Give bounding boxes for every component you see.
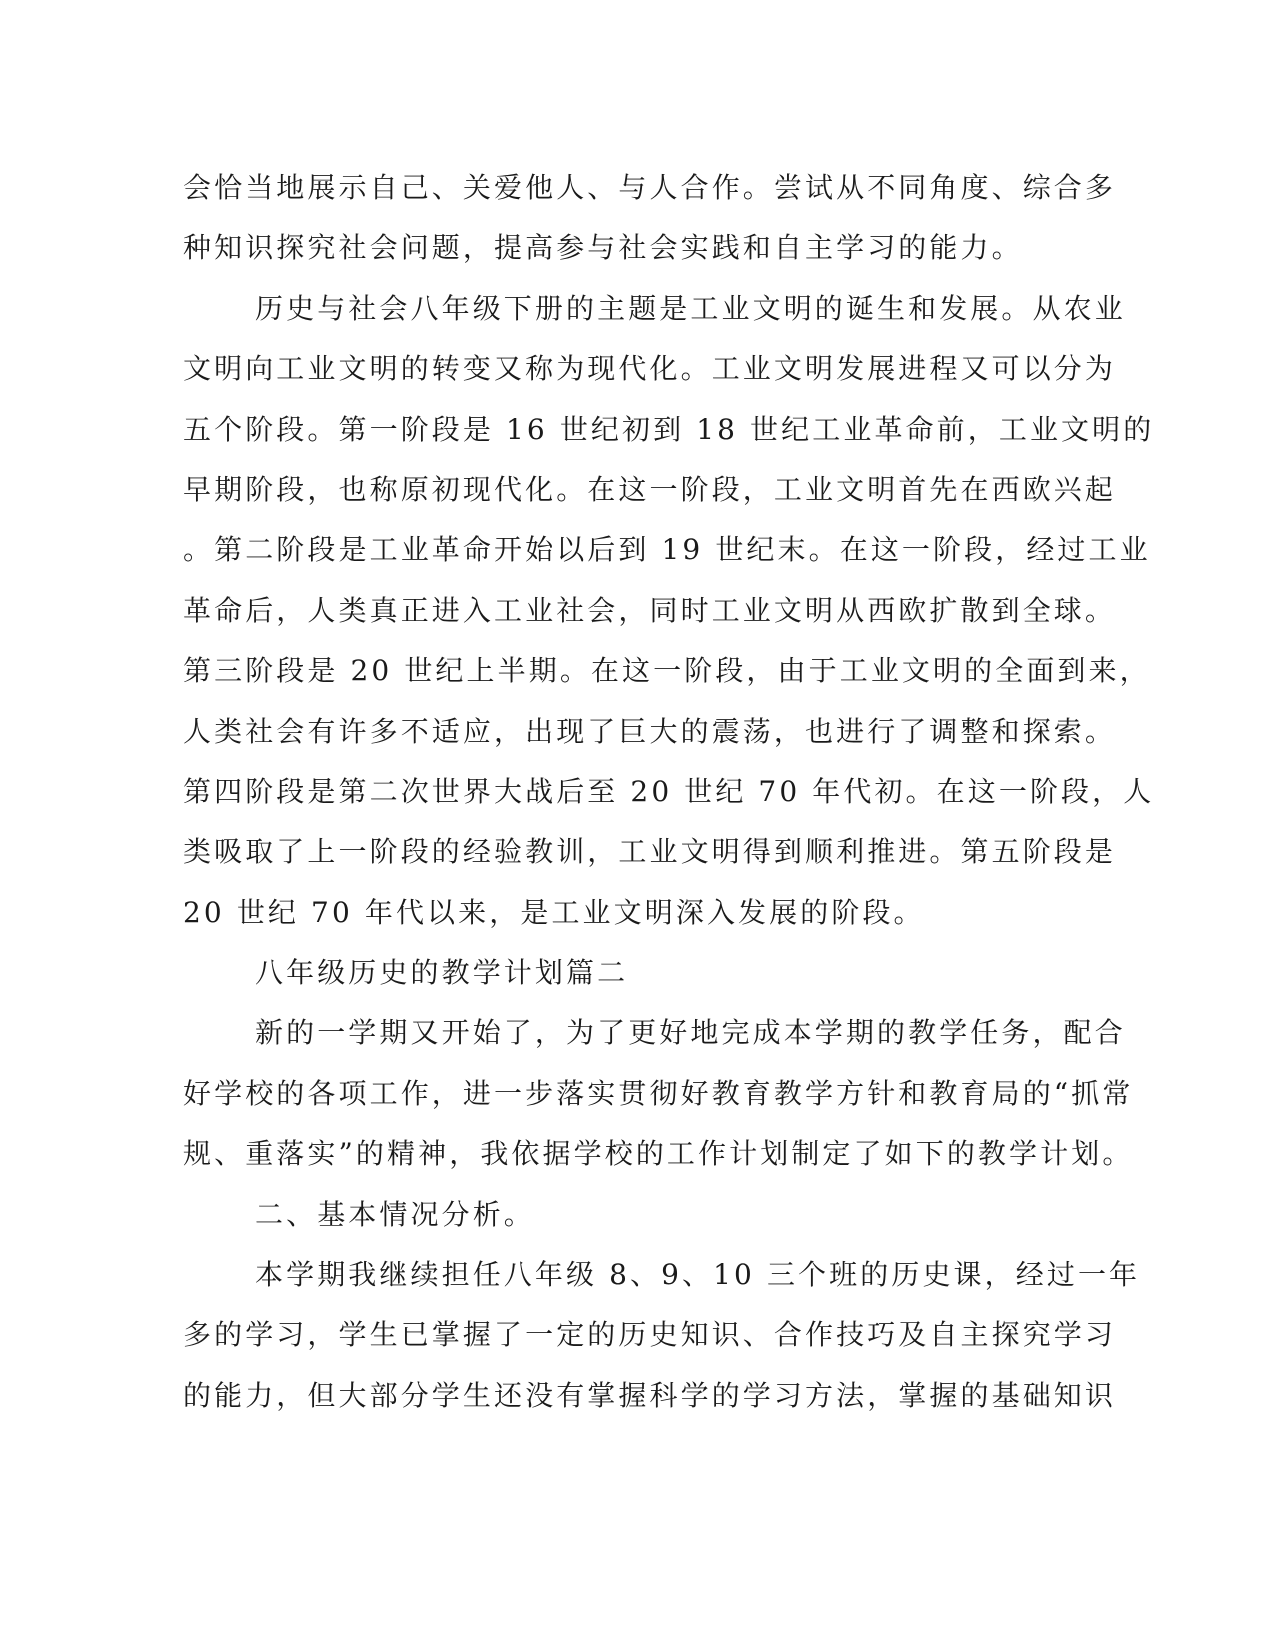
text-line: 会恰当地展示自己、关爱他人、与人合作。尝试从不同角度、综合多 xyxy=(183,171,1117,204)
text-line: 第三阶段是 20 世纪上半期。在这一阶段，由于工业文明的全面到来， xyxy=(183,654,1151,688)
text-line: 文明向工业文明的转变又称为现代化。工业文明发展进程又可以分为 xyxy=(183,352,1117,386)
paragraph-first-line: 八年级历史的教学计划篇二 xyxy=(255,956,629,990)
text-line: 类吸取了上一阶段的经验教训，工业文明得到顺利推进。第五阶段是 xyxy=(183,835,1117,869)
text-line: 规、重落实”的精神，我依据学校的工作计划制定了如下的教学计划。 xyxy=(183,1137,1134,1171)
paragraph-first-line: 二、基本情况分析。 xyxy=(255,1197,535,1231)
text-line: 。第二阶段是工业革命开始以后到 19 世纪末。在这一阶段，经过工业 xyxy=(183,533,1151,567)
text-line: 多的学习，学生已掌握了一定的历史知识、合作技巧及自主探究学习 xyxy=(183,1318,1117,1352)
text-line: 革命后，人类真正进入工业社会，同时工业文明从西欧扩散到全球。 xyxy=(183,593,1117,627)
paragraph-first-line: 历史与社会八年级下册的主题是工业文明的诞生和发展。从农业 xyxy=(255,291,1126,325)
paragraph-first-line: 本学期我继续担任八年级 8、9、10 三个班的历史课，经过一年 xyxy=(255,1258,1141,1292)
text-line: 的能力，但大部分学生还没有掌握科学的学习方法，掌握的基础知识 xyxy=(183,1378,1117,1412)
text-line: 人类社会有许多不适应，出现了巨大的震荡，也进行了调整和探索。 xyxy=(183,714,1117,748)
text-line: 种知识探究社会问题，提高参与社会实践和自主学习的能力。 xyxy=(183,231,1023,265)
document-body xyxy=(183,158,1155,1426)
text-line: 五个阶段。第一阶段是 16 世纪初到 18 世纪工业革命前，工业文明的 xyxy=(183,412,1155,446)
paragraph-first-line: 新的一学期又开始了，为了更好地完成本学期的教学任务，配合 xyxy=(255,1016,1126,1050)
text-line: 早期阶段，也称原初现代化。在这一阶段，工业文明首先在西欧兴起 xyxy=(183,472,1117,506)
text-line: 好学校的各项工作，进一步落实贯彻好教育教学方针和教育局的“抓常 xyxy=(183,1076,1134,1110)
text-line: 第四阶段是第二次世界大战后至 20 世纪 70 年代初。在这一阶段，人 xyxy=(183,774,1155,808)
text-line: 20 世纪 70 年代以来，是工业文明深入发展的阶段。 xyxy=(183,895,925,929)
